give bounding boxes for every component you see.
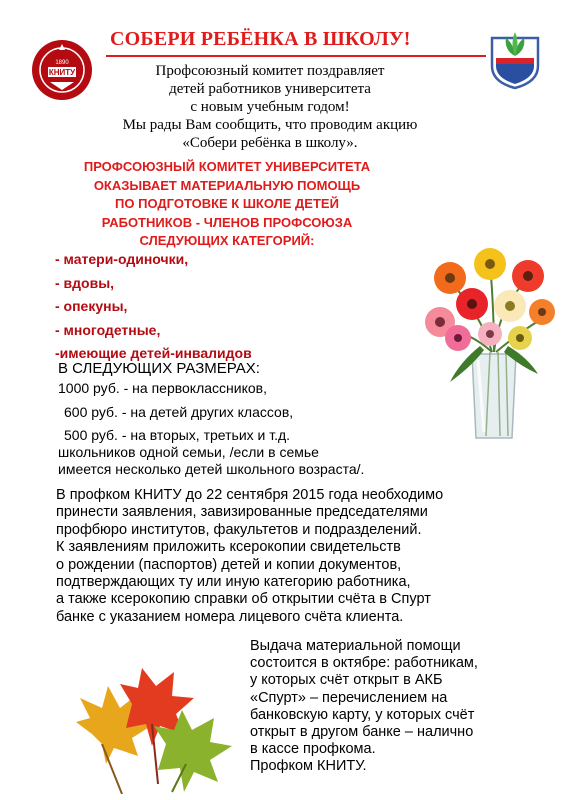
- size-note-line: имеется несколько детей школьного возраста/.: [58, 461, 365, 477]
- paragraph-line: состоится в октябре: работникам,: [250, 655, 478, 672]
- size-line-first-graders: 1000 руб. - на первоклассников,: [58, 380, 267, 396]
- list-item: -имеющие детей-инвалидов: [55, 345, 252, 361]
- logo-year: 1890: [55, 60, 69, 66]
- announcement-line: СЛЕДУЮЩИХ КАТЕГОРИЙ:: [139, 233, 315, 248]
- logo-text: КНИТУ: [48, 68, 76, 77]
- list-item: - матери-одиночки,: [55, 251, 189, 267]
- announcement-line: РАБОТНИКОВ - ЧЛЕНОВ ПРОФСОЮЗА: [101, 214, 353, 230]
- paragraph-line: о рождении (паспортов) детей и копии документов,: [56, 556, 402, 573]
- university-emblem-icon: [30, 38, 94, 102]
- size-note-line: школьников одной семьи, /если в семье: [58, 444, 319, 460]
- announcement-line: ПО ПОДГОТОВКЕ К ШКОЛЕ ДЕТЕЙ: [115, 196, 339, 211]
- application-instructions: [56, 487, 526, 626]
- trade-union-emblem-icon: [486, 28, 544, 90]
- assistance-announcement: [62, 158, 392, 251]
- size-line-other-classes: 600 руб. - на детей других классов,: [64, 404, 294, 420]
- intro-line: Мы рады Вам сообщить, что проводим акцию: [122, 117, 418, 133]
- flower-bouquet-image: [420, 242, 556, 442]
- list-item: - опекуны,: [55, 298, 128, 314]
- paragraph-line: в кассе профкома.: [250, 741, 376, 758]
- intro-line: с новым учебным годом!: [190, 99, 350, 115]
- list-item: - вдовы,: [55, 274, 115, 291]
- paragraph-line: В профком КНИТУ до 22 сентября 2015 года необходимо: [56, 487, 444, 503]
- autumn-leaves-image: [62, 664, 240, 794]
- announcement-line: ОКАЗЫВАЕТ МАТЕРИАЛЬНУЮ ПОМОЩЬ: [93, 177, 361, 193]
- paragraph-line: банковскую карту, у которых счёт: [250, 706, 475, 723]
- intro-line: «Собери ребёнка в школу».: [182, 135, 358, 151]
- list-item: - многодетные,: [55, 321, 161, 338]
- paragraph-line: профбюро институтов, факультетов и подразделений.: [56, 521, 422, 538]
- sizes-heading: В СЛЕДУЮЩИХ РАЗМЕРАХ:: [58, 360, 260, 377]
- intro-line: детей работников университета: [169, 81, 371, 97]
- intro-line: Профсоюзный комитет поздравляет: [155, 63, 385, 79]
- paragraph-line: у которых счёт открыт в АКБ: [250, 672, 443, 689]
- payment-info: [250, 638, 530, 776]
- intro-text: [100, 62, 440, 152]
- size-line-additional-children: 500 руб. - на вторых, третьих и т.д.: [64, 427, 291, 443]
- paragraph-line: «Спурт» – перечислением на: [250, 689, 448, 706]
- paragraph-line: а также ксерокопию справки об открытии счёта в Спурт: [56, 591, 431, 608]
- paragraph-line: К заявлениям приложить ксерокопии свидетельств: [56, 539, 401, 556]
- paragraph-line: подтверждающих ту или иную категорию работника,: [56, 574, 411, 591]
- size-line-note: [58, 444, 364, 478]
- paragraph-line: открыт в другом банке – налично: [250, 724, 474, 741]
- title-underline: [106, 55, 486, 57]
- announcement-line: ПРОФСОЮЗНЫЙ КОМИТЕТ УНИВЕРСИТЕТА: [83, 159, 371, 174]
- paragraph-line: банке с указанием номера лицевого счёта клиента.: [56, 608, 404, 625]
- paragraph-line: принести заявления, завизированные председателями: [56, 504, 428, 521]
- categories-list: [55, 248, 355, 366]
- page-title: СОБЕРИ РЕБЁНКА В ШКОЛУ!: [110, 28, 411, 50]
- paragraph-line: Профком КНИТУ.: [250, 758, 367, 775]
- paragraph-line: Выдача материальной помощи: [250, 638, 461, 654]
